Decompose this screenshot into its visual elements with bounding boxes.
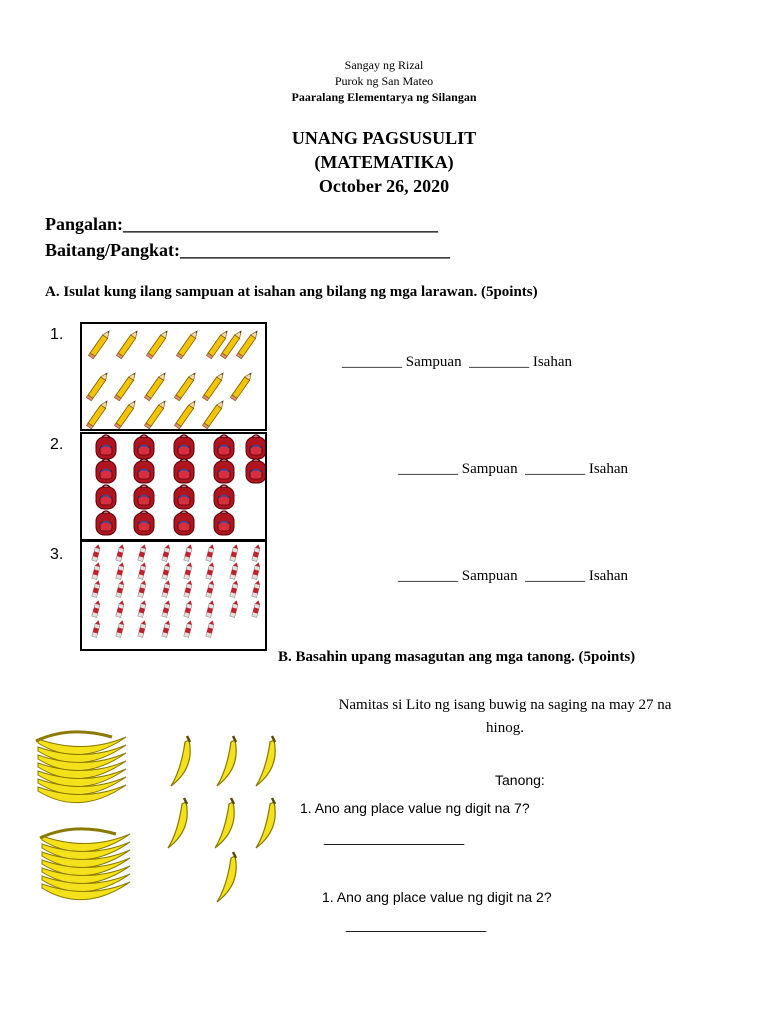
crayon-icon	[252, 544, 261, 562]
test-date: October 26, 2020	[318, 176, 450, 196]
pencil-icon	[86, 399, 109, 429]
crayon-icon	[206, 562, 215, 580]
story-line-2: hinog.	[486, 720, 524, 736]
crayon-icon	[252, 600, 261, 618]
banana-bunch-icon	[36, 732, 126, 803]
banana-icon	[256, 798, 275, 848]
banana-icon	[256, 736, 275, 786]
crayon-icon	[92, 580, 101, 598]
backpack-icon	[174, 435, 194, 459]
story-line-1: Namitas si Lito ng isang buwig na saging na may 27 na	[338, 697, 672, 713]
crayon-icon	[116, 544, 125, 562]
pencil-icon	[230, 371, 253, 401]
backpack-icon	[174, 485, 194, 509]
pencil-icon	[144, 399, 167, 429]
crayon-icon	[184, 544, 193, 562]
backpack-icon	[214, 435, 234, 459]
pencil-icon	[146, 329, 169, 359]
picture-box-crayons	[80, 540, 267, 651]
crayon-icon	[92, 562, 101, 580]
pencil-icon	[114, 371, 137, 401]
crayon-icon	[206, 600, 215, 618]
picture-box-pencils	[80, 322, 267, 431]
item-2-answer: ________ Sampuan ________ Isahan	[398, 461, 628, 477]
pencil-icon	[114, 399, 137, 429]
backpack-icon	[174, 459, 194, 483]
backpack-icon	[96, 459, 116, 483]
crayon-icon	[138, 620, 147, 638]
crayon-icon	[116, 562, 125, 580]
crayon-icon	[162, 600, 171, 618]
pencil-icon	[144, 371, 167, 401]
backpack-icon	[96, 435, 116, 459]
item-number-1: 1.	[50, 326, 64, 343]
backpack-icon	[174, 511, 194, 535]
crayon-icon	[184, 620, 193, 638]
pencil-icon	[88, 329, 111, 359]
crayon-icon	[230, 580, 239, 598]
banana-icon	[171, 736, 190, 786]
backpack-icon	[96, 511, 116, 535]
crayon-icon	[162, 544, 171, 562]
crayon-icon	[138, 580, 147, 598]
pencil-icon	[202, 371, 225, 401]
backpack-icon	[134, 511, 154, 535]
crayon-icon	[206, 580, 215, 598]
banana-icon	[217, 852, 236, 902]
crayon-icon	[184, 600, 193, 618]
pencil-icon	[176, 329, 199, 359]
crayon-icon	[230, 544, 239, 562]
backpack-group	[82, 434, 265, 539]
pencil-icon	[86, 371, 109, 401]
section-a-instruction: A. Isulat kung ilang sampuan at isahan ang bilang ng mga larawan. (5points)	[45, 284, 538, 300]
crayon-icon	[138, 600, 147, 618]
tanong-label: Tanong:	[495, 772, 545, 788]
backpack-icon	[96, 485, 116, 509]
division-label: Sangay ng Rizal	[344, 58, 424, 72]
crayon-icon	[206, 620, 215, 638]
crayon-icon	[116, 600, 125, 618]
crayon-icon	[92, 600, 101, 618]
backpack-icon	[134, 459, 154, 483]
crayon-icon	[116, 580, 125, 598]
crayon-icon	[184, 580, 193, 598]
item-3-answer: ________ Sampuan ________ Isahan	[398, 568, 628, 584]
crayon-icon	[252, 580, 261, 598]
pencil-icon	[116, 329, 139, 359]
section-b-instruction: B. Basahin upang masagutan ang mga tanong. (5points)	[278, 649, 636, 665]
backpack-icon	[214, 459, 234, 483]
question-2-answer-line: __________________	[346, 916, 487, 932]
pencil-icon	[202, 399, 225, 429]
crayon-icon	[162, 562, 171, 580]
backpack-icon	[134, 485, 154, 509]
pencil-icon	[174, 371, 197, 401]
backpack-icon	[214, 511, 234, 535]
crayon-icon	[162, 620, 171, 638]
backpack-icon	[134, 435, 154, 459]
crayon-icon	[138, 544, 147, 562]
crayon-icon	[116, 620, 125, 638]
item-number-3: 3.	[50, 546, 64, 563]
crayon-icon	[206, 544, 215, 562]
district-label: Purok ng San Mateo	[334, 74, 434, 88]
banana-icon	[215, 798, 234, 848]
banana-bunch-icon	[40, 829, 130, 900]
backpack-icon	[246, 435, 265, 459]
crayon-icon	[230, 562, 239, 580]
item-1-answer: ________ Sampuan ________ Isahan	[342, 354, 572, 370]
subject-title: (MATEMATIKA)	[314, 152, 454, 172]
grade-section-field: Baitang/Pangkat:______________________________	[45, 240, 451, 260]
name-field: Pangalan:___________________________________	[45, 214, 439, 234]
crayon-icon	[252, 562, 261, 580]
crayon-icon	[230, 600, 239, 618]
crayon-icon	[138, 562, 147, 580]
banana-icon	[217, 736, 236, 786]
question-1-answer-line: __________________	[324, 829, 465, 845]
pencil-group	[82, 324, 265, 429]
pencil-icon	[174, 399, 197, 429]
test-title: UNANG PAGSUSULIT	[291, 128, 477, 148]
banana-icon	[168, 798, 187, 848]
crayon-icon	[92, 620, 101, 638]
item-number-2: 2.	[50, 436, 64, 453]
crayon-icon	[162, 580, 171, 598]
school-name: Paaralang Elementarya ng Silangan	[291, 90, 477, 104]
backpack-icon	[246, 459, 265, 483]
picture-box-backpacks	[80, 432, 267, 541]
crayon-icon	[92, 544, 101, 562]
question-1: 1. Ano ang place value ng digit na 7?	[300, 800, 530, 816]
backpack-icon	[214, 485, 234, 509]
question-2: 1. Ano ang place value ng digit na 2?	[322, 889, 552, 905]
crayon-group	[82, 542, 265, 649]
crayon-icon	[184, 562, 193, 580]
